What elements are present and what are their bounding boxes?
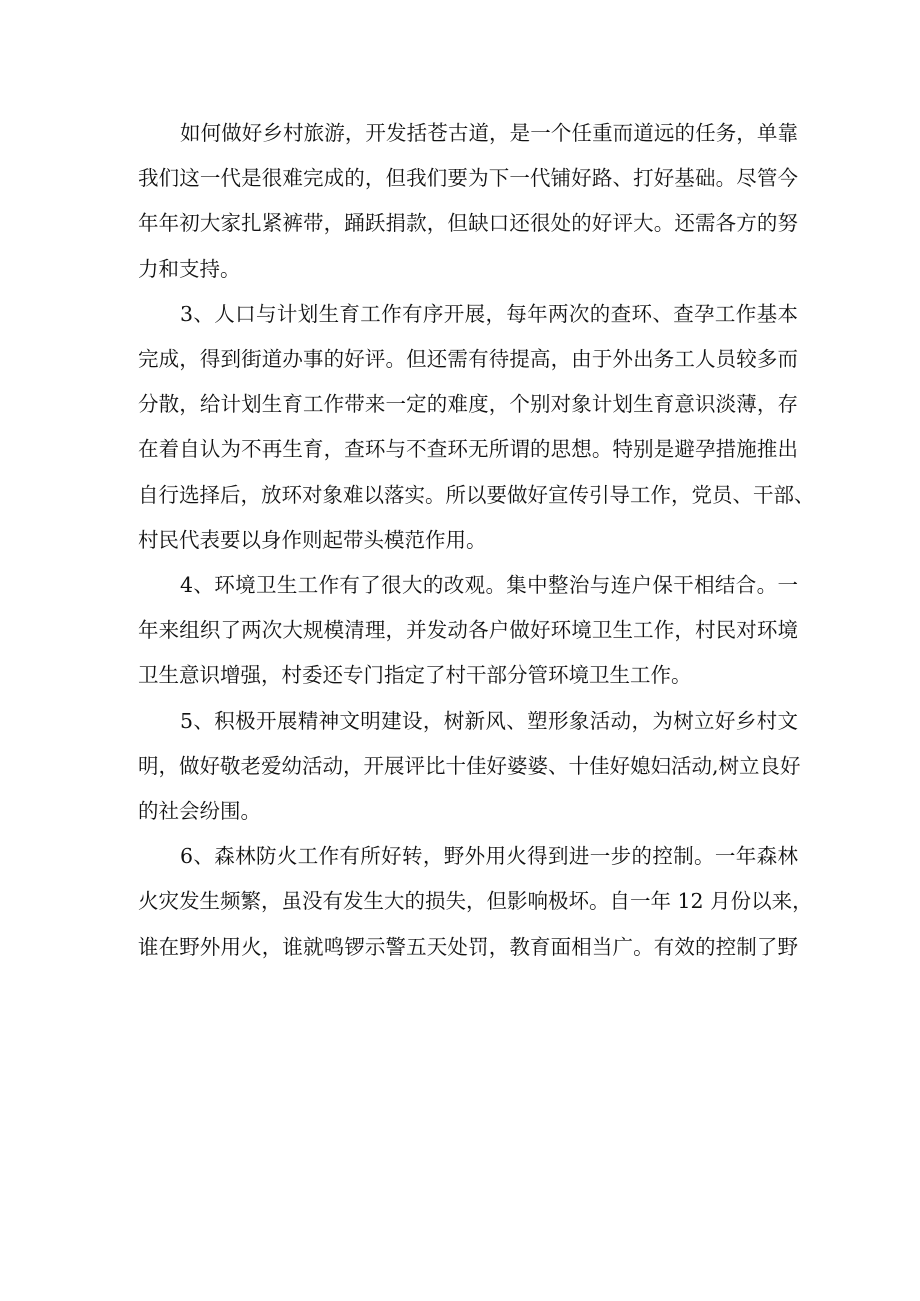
text-line: 谁在野外用火，谁就鸣锣示警五天处罚，教育面相当广。有效的控制了野 <box>138 934 798 959</box>
paragraph-civilization <box>138 699 801 835</box>
text-line: 完成，得到街道办事的好评。但还需有待提高，由于外出务工人员较多而 <box>138 347 798 372</box>
text-line: 明，做好敬老爱幼活动，开展评比十佳好婆婆、十佳好媳妇活动,树立良好 <box>138 753 801 778</box>
text-line: 我们这一代是很难完成的，但我们要为下一代铺好路、打好基础。尽管今 <box>138 166 798 191</box>
text-line: 卫生意识增强，村委还专门指定了村干部分管环境卫生工作。 <box>138 663 692 688</box>
text-line: 力和支持。 <box>138 256 241 281</box>
paragraph-fire-prevention <box>138 834 813 970</box>
text-line: 3、人口与计划生育工作有序开展，每年两次的查环、查孕工作基本 <box>180 301 798 326</box>
paragraph-family-planning <box>138 292 815 563</box>
text-line: 6、森林防火工作有所好转，野外用火得到进一步的控制。一年森林 <box>180 844 798 869</box>
paragraph-sanitation <box>138 563 798 699</box>
text-line: 如何做好乡村旅游，开发括苍古道，是一个任重而道远的任务，单靠 <box>180 121 798 145</box>
text-line: 在着自认为不再生育，查环与不查环无所谓的思想。特别是避孕措施推出 <box>138 437 798 462</box>
text-line: 年来组织了两次大规模清理，并发动各户做好环境卫生工作，村民对环境 <box>138 618 798 643</box>
paragraph-tourism <box>138 111 798 292</box>
document-body <box>138 111 815 970</box>
text-line: 分散，给计划生育工作带来一定的难度，个别对象计划生育意识淡薄，存 <box>138 392 798 417</box>
text-line: 年年初大家扎紧裤带，踊跃捐款，但缺口还很处的好评大。还需各方的努 <box>138 211 798 236</box>
text-line: 火灾发生频繁，虽没有发生大的损失，但影响极坏。自一年 12 月份以来， <box>138 889 813 914</box>
text-line: 的社会纷围。 <box>138 799 261 824</box>
text-line: 自行选择后，放环对象难以落实。所以要做好宣传引导工作，党员、干部、 <box>138 482 815 507</box>
text-line: 4、环境卫生工作有了很大的改观。集中整治与连户保干相结合。一 <box>180 573 798 598</box>
text-line: 5、积极开展精神文明建设，树新风、塑形象活动，为树立好乡村文 <box>180 708 798 733</box>
text-line: 村民代表要以身作则起带头模范作用。 <box>138 527 487 552</box>
